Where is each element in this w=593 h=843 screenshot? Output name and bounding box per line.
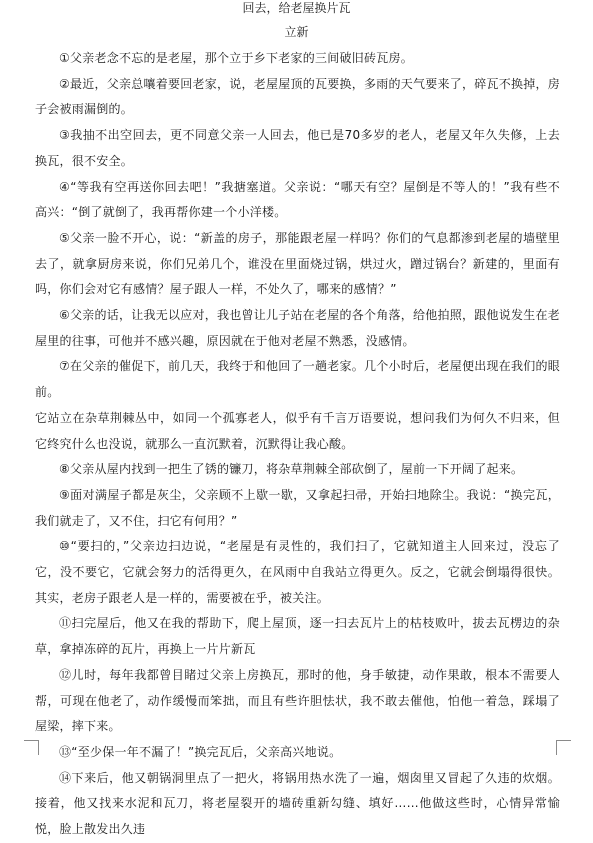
paragraph-10: ⑩“要扫的，”父亲边扫边说，“老屋是有灵性的，我们扫了，它就知道主人回来过，没忘了它，没不要它，它就会努力的活得更久，在风雨中自我站立得更久。反之，它就会倒塌得很快。其实，老房子跟老人是一样的，需要被在乎，被关注。 (35, 539, 560, 605)
page-corner-mark-left (24, 740, 39, 755)
paragraph-9: ⑨面对满屋子都是灰尘，父亲顾不上歇一歇，又拿起扫帚，开始扫地除尘。我说：“换完瓦，我们就走了，又不住，扫它有何用？” (35, 487, 560, 528)
paragraph-12: ⑫儿时，每年我都曾目睹过父亲上房换瓦，那时的他，身手敏捷，动作果敢，根本不需要人帮，可现在他老了，动作缓慢而笨拙，而且有些许胆怯状，我不敢去催他，怕他一着急，踩塌了屋梁，摔下来。 (35, 667, 560, 734)
paragraph-8: ⑧父亲从屋内找到一把生了锈的镰刀，将杂草荆棘全部砍倒了，屋前一下开阔了起来。 (59, 462, 524, 477)
paragraph-13: ⑬“至少保一年不漏了！”换完瓦后，父亲高兴地说。 (59, 744, 342, 759)
paragraph-6: ⑥父亲的话，让我无以应对，我也曾让儿子站在老屋的各个角落，给他拍照，跟他说发生在老屋里的往事，可他并不感兴趣，原因就在于他对老屋不熟悉，没感情。 (35, 308, 561, 348)
paragraph-1: ①父亲老念不忘的是老屋，那个立于乡下老家的三间破旧砖瓦房。 (59, 51, 414, 65)
paragraph-7-continued: 它站立在杂草荆棘丛中，如同一个孤寡老人，似乎有千言万语要说，想问我们为何久不归来，但它终究什么也没说，就那么一直沉默着，沉默得让我心酸。 (35, 410, 560, 451)
paragraph-4: ④“等我有空再送你回去吧！”我搪塞道。父亲说：“哪天有空？屋倒是不等人的！”我有些不高兴：“倒了就倒了，我再帮你建一个小洋楼。 (35, 179, 560, 220)
paragraph-11: ⑪扫完屋后，他又在我的帮助下，爬上屋顶，逐一扫去瓦片上的枯枝败叶，拔去瓦楞边的杂草，拿掉冻碎的瓦片，再换上一片片新瓦 (35, 616, 560, 657)
paragraph-3: ③我抽不出空回去，更不同意父亲一人回去，他已是70多岁的老人，老屋又年久失修，上去换瓦，很不安全。 (35, 128, 560, 168)
document-body (35, 46, 560, 843)
paragraph-5: ⑤父亲一脸不开心，说：“新盖的房子，那能跟老屋一样吗？你们的气息都渗到老屋的墙壁里去了，就拿厨房来说，你们兄弟几个，谁没在里面烧过锅，烘过火，蹭过锅台？新建的，里面有吗，你们会对它有感情？屋子跟人一样，不处久了，哪来的感情？” (35, 230, 560, 297)
page-corner-mark-right (556, 740, 571, 755)
paragraph-7: ⑦在父亲的催促下，前几天，我终于和他回了一趟老家。几个小时后，老屋便出现在我们的眼前。 (35, 359, 561, 400)
document-author: 立新 (284, 25, 309, 39)
paragraph-14: ⑭下来后，他又朝锅洞里点了一把火，将锅用热水洗了一遍，烟囱里又冒起了久违的炊烟。接着，他又找来水泥和瓦刀，将老屋裂开的墙砖重新勾缝、填好……他做这些时，心情异常愉悦，脸上散发出久违 (35, 770, 560, 837)
document-title: 回去，给老屋换片瓦 (242, 1, 351, 15)
paragraph-2: ②最近，父亲总嚷着要回老家，说，老屋屋顶的瓦要换，多雨的天气要来了，碎瓦不换掉，房子会被雨漏倒的。 (35, 76, 561, 117)
